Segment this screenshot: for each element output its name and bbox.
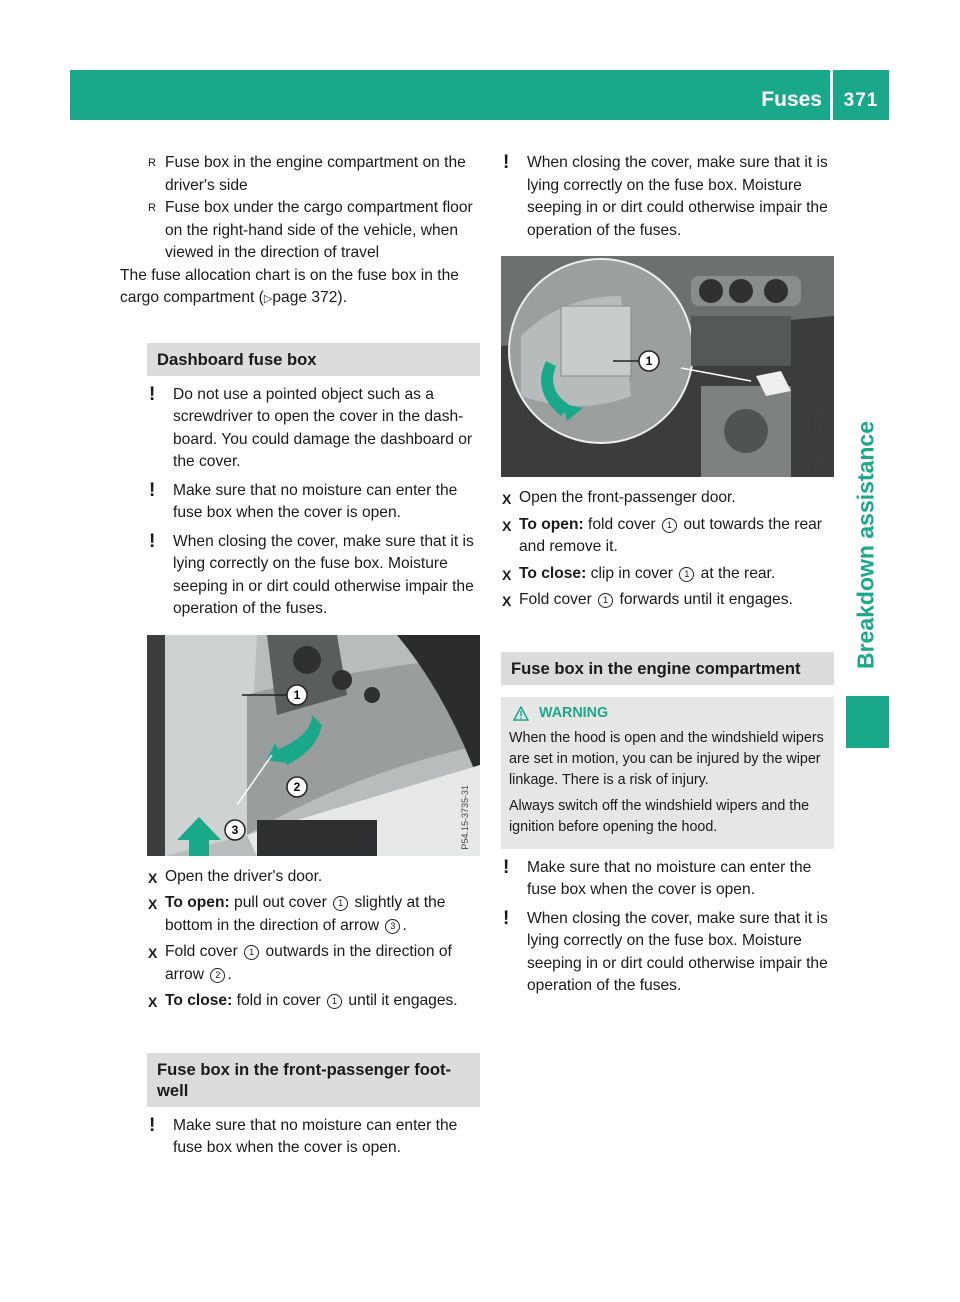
warning-heading: WARNING <box>509 703 826 724</box>
instruction-step: X To close: fold in cover 1 until it engages. <box>147 990 480 1013</box>
svg-text:3: 3 <box>231 822 239 837</box>
side-tab-marker <box>846 696 889 748</box>
caution-icon: ! <box>503 856 510 878</box>
section-heading: Dashboard fuse box <box>147 343 480 376</box>
caution-icon: ! <box>149 383 156 405</box>
callout-1-icon: 1 <box>679 567 694 582</box>
instruction-step: X To open: pull out cover 1 slightly at the bottom in the direction of arrow 3 . <box>148 894 446 934</box>
svg-text:1: 1 <box>645 354 653 368</box>
caution-note: ! Make sure that no moisture can enter the fuse box when the cover is open. <box>149 479 458 521</box>
caution-icon: ! <box>149 1114 156 1136</box>
section-heading: Fuse box in the front-passenger foot-well <box>147 1053 480 1107</box>
footwell-fuse-box-photo <box>501 256 834 477</box>
svg-text:1: 1 <box>293 687 301 702</box>
list-item: R Fuse box under the cargo compartment floor on the right-hand side of the vehicle, when viewed in the direction of travel <box>148 199 473 261</box>
svg-text:2: 2 <box>293 779 301 794</box>
instruction-step: X To close: clip in cover 1 at the rear. <box>501 563 834 586</box>
caution-note: ! When closing the cover, make sure that it is lying correctly on the fuse box. Moisture seeping in or dirt could otherwise impair the operation of the fuses. <box>149 530 474 617</box>
callout-1-icon: 1 <box>244 945 259 960</box>
caution-note: ! Make sure that no moisture can enter the fuse box when the cover is open. <box>149 1114 458 1156</box>
instruction-step: X Open the driver's door. <box>147 866 480 889</box>
callout-1-icon: 1 <box>327 994 342 1009</box>
section-heading: Fuse box in the engine compartment <box>501 652 834 685</box>
warning-text: When the hood is open and the windshield wipers are set in motion, you can be injured by the wiper linkage. There is a risk of injury. <box>509 729 824 788</box>
step-icon: X <box>148 945 158 961</box>
callout-2-icon: 2 <box>210 968 225 983</box>
caution-note: ! When closing the cover, make sure that it is lying correctly on the fuse box. Moisture seeping in or dirt could otherwise impair the operation of the fuses. <box>503 907 828 994</box>
caution-note: ! Make sure that no moisture can enter the fuse box when the cover is open. <box>503 856 812 898</box>
callout-1-icon: 1 <box>662 518 677 533</box>
step-icon: X <box>148 896 158 912</box>
photo-code: P60.00-3077-31 <box>813 406 824 471</box>
left-column <box>120 152 480 1160</box>
step-icon: X <box>502 491 512 507</box>
step-icon: X <box>502 517 512 534</box>
right-column <box>501 152 834 998</box>
instruction-step: X Open the front-passenger door. <box>501 487 834 510</box>
caution-icon: ! <box>503 907 510 929</box>
caution-icon: ! <box>149 479 156 501</box>
step-icon: X <box>502 593 512 609</box>
step-icon: X <box>502 566 512 583</box>
step-icon: X <box>148 869 158 886</box>
warning-triangle-icon <box>513 706 529 721</box>
warning-text: Always switch off the windshield wipers and the ignition before opening the hood. <box>509 797 810 835</box>
caution-icon: ! <box>149 530 156 552</box>
caution-note: ! Do not use a pointed object such as a screwdriver to open the cover in the dash-board. You could damage the dashboard or the cover. <box>149 383 473 470</box>
photo-code: P54.15-3735-31 <box>459 784 470 850</box>
instruction-step: X Fold cover 1 forwards until it engages. <box>501 589 834 612</box>
step-icon: X <box>148 994 158 1010</box>
caution-icon: ! <box>503 152 510 173</box>
list-item: R Fuse box in the engine compartment on the driver's side <box>148 154 466 194</box>
running-header-title: Fuses <box>761 88 822 111</box>
caution-note: ! When closing the cover, make sure that it is lying correctly on the fuse box. Moisture seeping in or dirt could otherwise impair the operation of the fuses. <box>503 152 828 239</box>
dashboard-fuse-box-photo <box>147 635 480 856</box>
callout-3-icon: 3 <box>385 919 400 934</box>
side-section-label: Breakdown assistance <box>852 420 879 670</box>
page-reference-link[interactable]: page 372). <box>272 289 347 306</box>
callout-1-icon: 1 <box>598 593 613 608</box>
intro-paragraph: The fuse allocation chart is on the fuse box in the cargo compartment (▷page 372). <box>120 266 459 306</box>
warning-box <box>501 697 834 849</box>
page-number: 371 <box>843 90 879 111</box>
instruction-step: X To open: fold cover 1 out towards the rear and remove it. <box>502 515 822 555</box>
callout-1-icon: 1 <box>333 896 348 911</box>
instruction-step: X Fold cover 1 outwards in the direction of arrow 2 . <box>148 943 452 983</box>
